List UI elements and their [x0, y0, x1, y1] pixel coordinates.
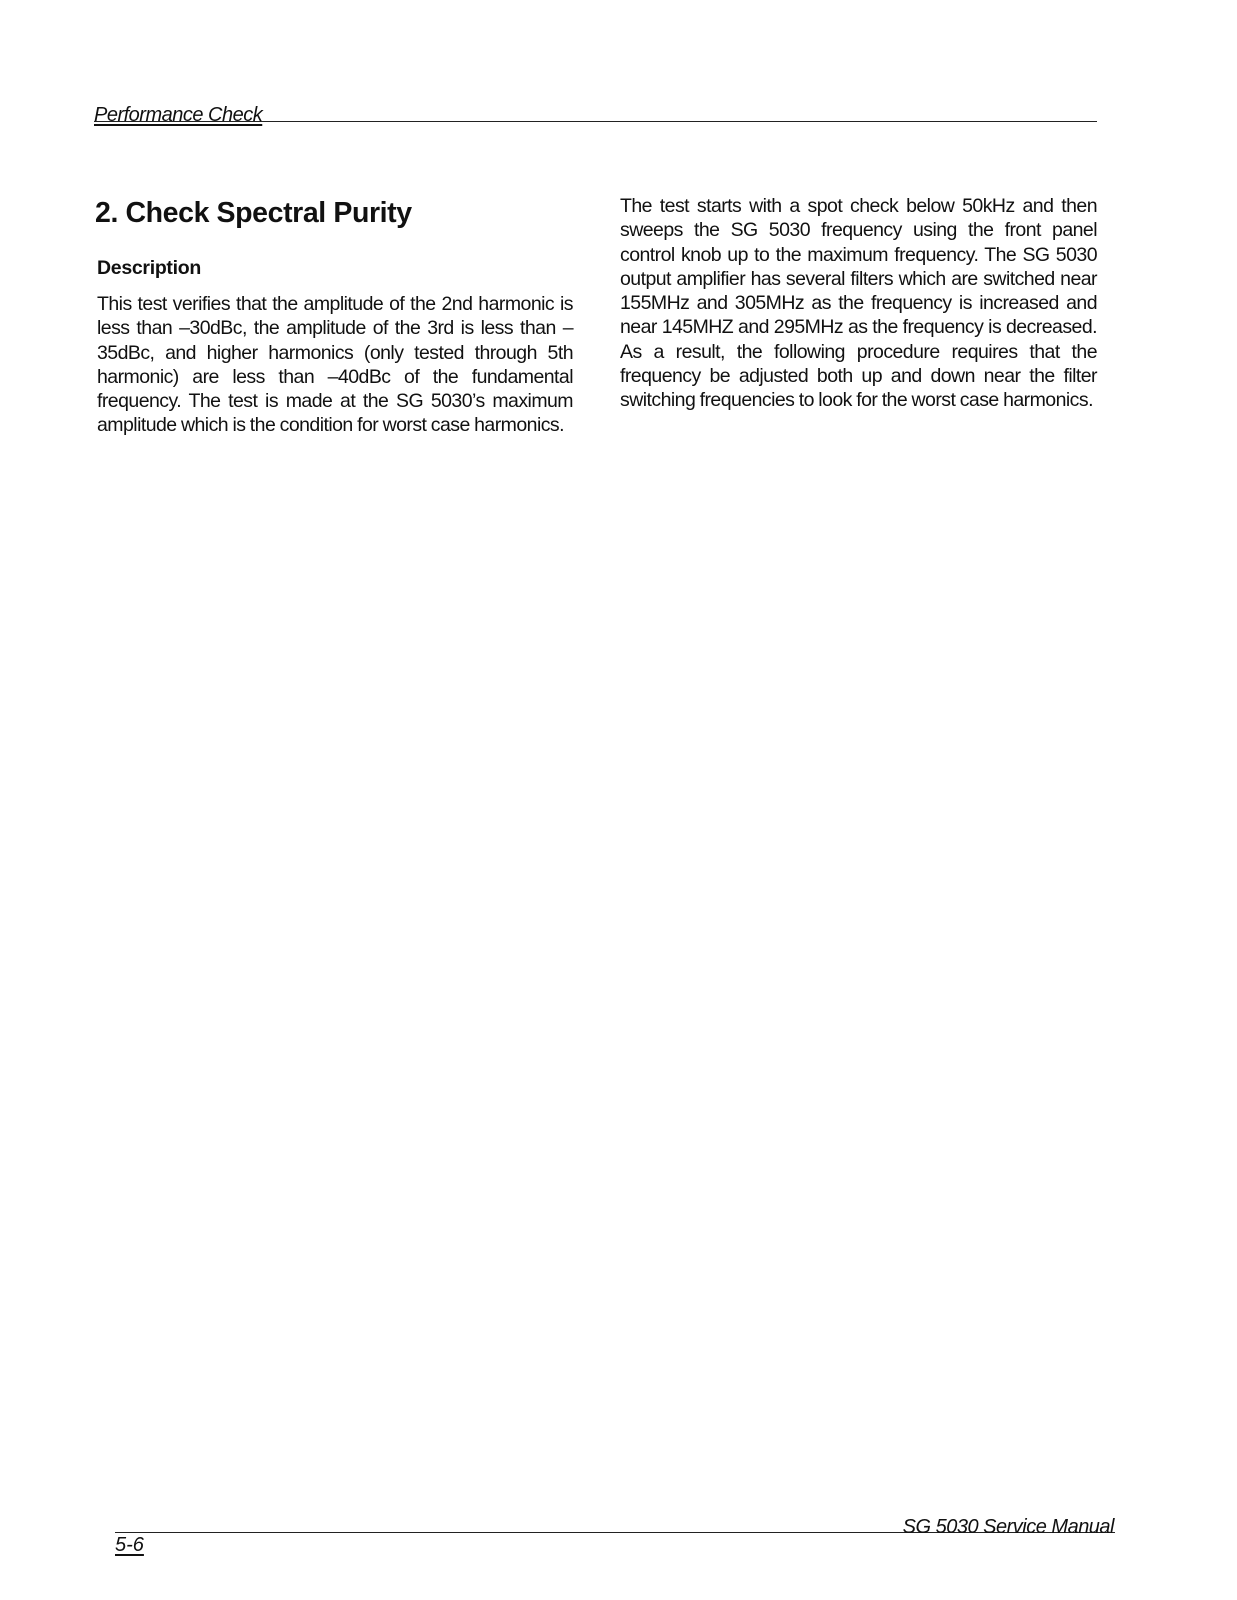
- page-number: 5-6: [115, 1534, 144, 1556]
- manual-title: SG 5030 Service Manual: [902, 1516, 1114, 1538]
- scan-edge-marks: [1190, 40, 1220, 1590]
- description-paragraph-right: The test starts with a spot check below 50kHz and then sweeps the SG 5030 frequency using the front panel control knob up to the maximum frequency. The SG 5030 output amplifier has several filters which are switched near 155MHz and 305MHz as the frequency is increased and near 145MHZ and 295MHz as the frequency is decreased. As a result, the following procedure requires that the frequency be adjusted both up and down near the filter switching frequencies to look for the worst case harmonics.: [620, 195, 1097, 412]
- running-header: Performance Check: [94, 104, 263, 126]
- section-title: 2. Check Spectral Purity: [95, 197, 412, 229]
- description-paragraph-left: This test verifies that the amplitude of the 2nd harmonic is less than –30dBc, the amplitude of the 3rd is less than –35dBc, and higher harmonics (only tested through 5th harmonic) are less than –40dBc of the fundamental frequency. The test is made at the SG 5030’s maximum amplitude which is the condition for worst case harmonics.: [97, 293, 573, 437]
- description-heading: Description: [97, 257, 201, 279]
- header-rule: [94, 121, 1097, 122]
